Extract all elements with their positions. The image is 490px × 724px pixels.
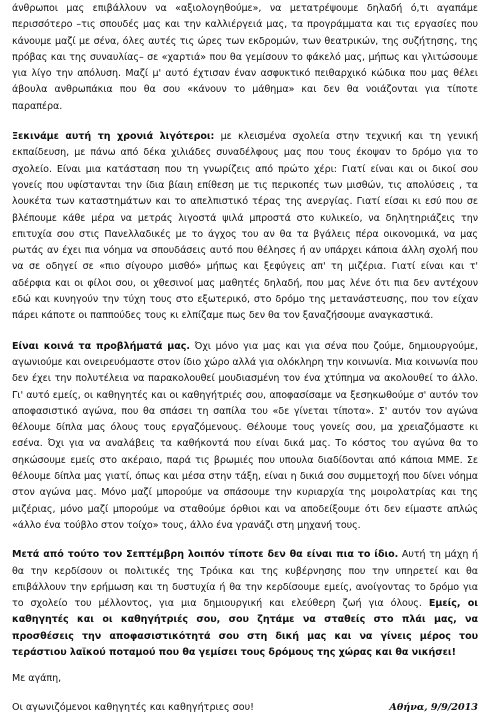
paragraph-call-to-action: Εμείς, οι καθηγητές και οι καθηγήτριές σου, σου ζητάμε να σταθείς στο πλάι μας, να προσθέσεις την αποφασιστικότητά σου στη δική μας και να γίνεις μέρος του τεράστιου λαϊκού ποταμού που θα γεμίσει τους δρόμους της χώρας και θα νικήσει! [12,598,478,658]
letter-footer [12,702,478,713]
paragraph-september [12,547,478,661]
paragraph-text: με κλεισμένα σχολεία στην τεχνική και τη γενική εκπαίδευση, με πάνω από δέκα χιλιάδες συναδέλφους μας που τους έκοψαν το δρόμο για το σχολείο. Είναι μια κατάσταση που τη γνωρίζεις από πρώτο χέρι: Γιατί είναι και οι δικοί σου γονείς που υφίστανται την ίδια βίαιη επίθεση με τις περικοπές των μισθών, τις απολύσεις , τα λουκέτα των καταστημάτων και το απελπιστικό τέρας της ανεργίας. Γιατί είσαι κι εσύ που σε βλέπουμε κάθε μέρα να μετράς λιγοστά ψιλά μπροστά στο κυλικείο, να δηλητηριάζεις την επιτυχία σου στις Πανελλαδικές με το άγχος του αν θα τα βγάλεις πέρα οικονομικά, να μας ρωτάς αν έχει πια νόημα να σπουδάσεις αυτό που θέλησες ή αν υπάρχει κάποια άλλη σχολή που να σε οδηγεί σε «πιο σίγουρο μισθό» μήπως και ξεφύγεις απ' τη μιζέρια. Γιατί είναι και τ' αδέρφια και οι φίλοι σου, οι χθεσινοί μας μαθητές δηλαδή, που μας λένε ότι πια δεν αντέχουν εδώ και κυνηγούν την τύχη τους στο εξωτερικό, στο δρόμο της μετανάστευσης, που τον είχαν πάρει κάποτε οι παππούδες τους κι ελπίζαμε πως δεν θα τον ξαναζήσουμε αναγκαστικά. [12,131,478,322]
paragraph-lead: Μετά από τούτο τον Σεπτέμβρη λοιπόν τίποτε δεν θα είναι πια το ίδιο. [12,549,399,561]
paragraph-lead: Ξεκινάμε αυτή τη χρονιά λιγότεροι: [12,131,215,143]
date-place: Αθήνα, 9/9/2013 [389,702,478,713]
signature: Οι αγωνιζόμενοι καθηγητές και καθηγήτριες σου! [12,702,255,713]
closing-line: Με αγάπη, [12,673,62,685]
paragraph-common-problems [12,339,478,535]
paragraph-text: άνθρωποι μας επιβάλλουν να «αξιολογηθούμε», να μετατρέψουμε δηλαδή ό,τι αγαπάμε περισσότερο –τις σπουδές μας και την καλλιέργειά μας, τα προγράμματα και τις εργασίες που κάνουμε μαζί με σένα, όλες αυτές τις ώρες των εκδρομών, των θεατρικών, της συζήτησης, της πρόβας και της συναυλίας– σε «χαρτιά» που θα γεμίσουν το φάκελό μας, μήπως και γλιτώσουμε για λίγο την απόλυση. Μαζί μ' αυτό έχτισαν έναν ασφυκτικό πειθαρχικό κώδικα που μας θέλει άβουλα ανθρωπάκια που θα σου «κάνουν το μάθημα» και δεν θα νοιάζονται για τίποτε παραπέρα. [12,3,478,112]
paragraph-evaluation [12,1,478,115]
paragraph-text: Αυτή τη μάχη ή θα την κερδίσουν οι πολιτικές της Τρόικα και της κυβέρνησης που την υπηρετεί και θα επιβάλλουν την ερήμωση και τη δυστυχία ή θα την κερδίσουμε εμείς, ανοίγοντας το δρόμο για το σχολείο του μέλλοντος, για μια δημιουργική και ελεύθερη ζωή για όλους. [12,549,478,610]
paragraph-lead: Είναι κοινά τα προβλήματά μας. [12,340,190,352]
paragraph-text: Όχι μόνο για μας και για σένα που ζούμε, δημιουργούμε, αγωνιούμε και ονειρευόμαστε στον ίδιο χώρο αλλά για ολόκληρη την κοινωνία. Μια κοινωνία που δεν έχει την πολυτέλεια να παρακολουθεί μουδιασμένη τον ένα χτύπημα να ακολουθεί το άλλο. Γι' αυτό εμείς, οι καθηγητές και οι καθηγήτριές σου, αποφασίσαμε να ξεσηκωθούμε σ' αυτόν τον αποφασιστικό αγώνα, που θα σπάσει τη σαπίλα του «δε γίνεται τίποτα». Σ' αυτόν τον αγώνα θέλουμε δίπλα μας όλους τους εργαζόμενους. Θέλουμε τους γονείς σου, μα χρειαζόμαστε κι εσένα. Όχι για να αναλάβεις τα καθήκοντά που είναι δικά μας. Το κόστος του αγώνα θα το σηκώσουμε εμείς στο ακέραιο, παρά τις βρωμιές που υπoυλα διαδίδονται από κάποια ΜΜΕ. Σε θέλουμε δίπλα μας γιατί, όπως και μέσα στην τάξη, είναι η δικιά σου συμμετοχή που δίνει νόημα στον αγώνα μας. Μόνο μαζί μπορούμε να σπάσουμε την κυριαρχία της μοιρολατρίας και της μιζέριας, μόνο μαζί μπορούμε να σταθούμε όρθιοι και να αποδείξουμε ότι δεν είμαστε απλώς «άλλο ένα τούβλο στον τοίχο» τους, άλλο ένα γρανάζι στη μηχανή τους. [12,340,478,531]
paragraph-fewer [12,129,478,325]
